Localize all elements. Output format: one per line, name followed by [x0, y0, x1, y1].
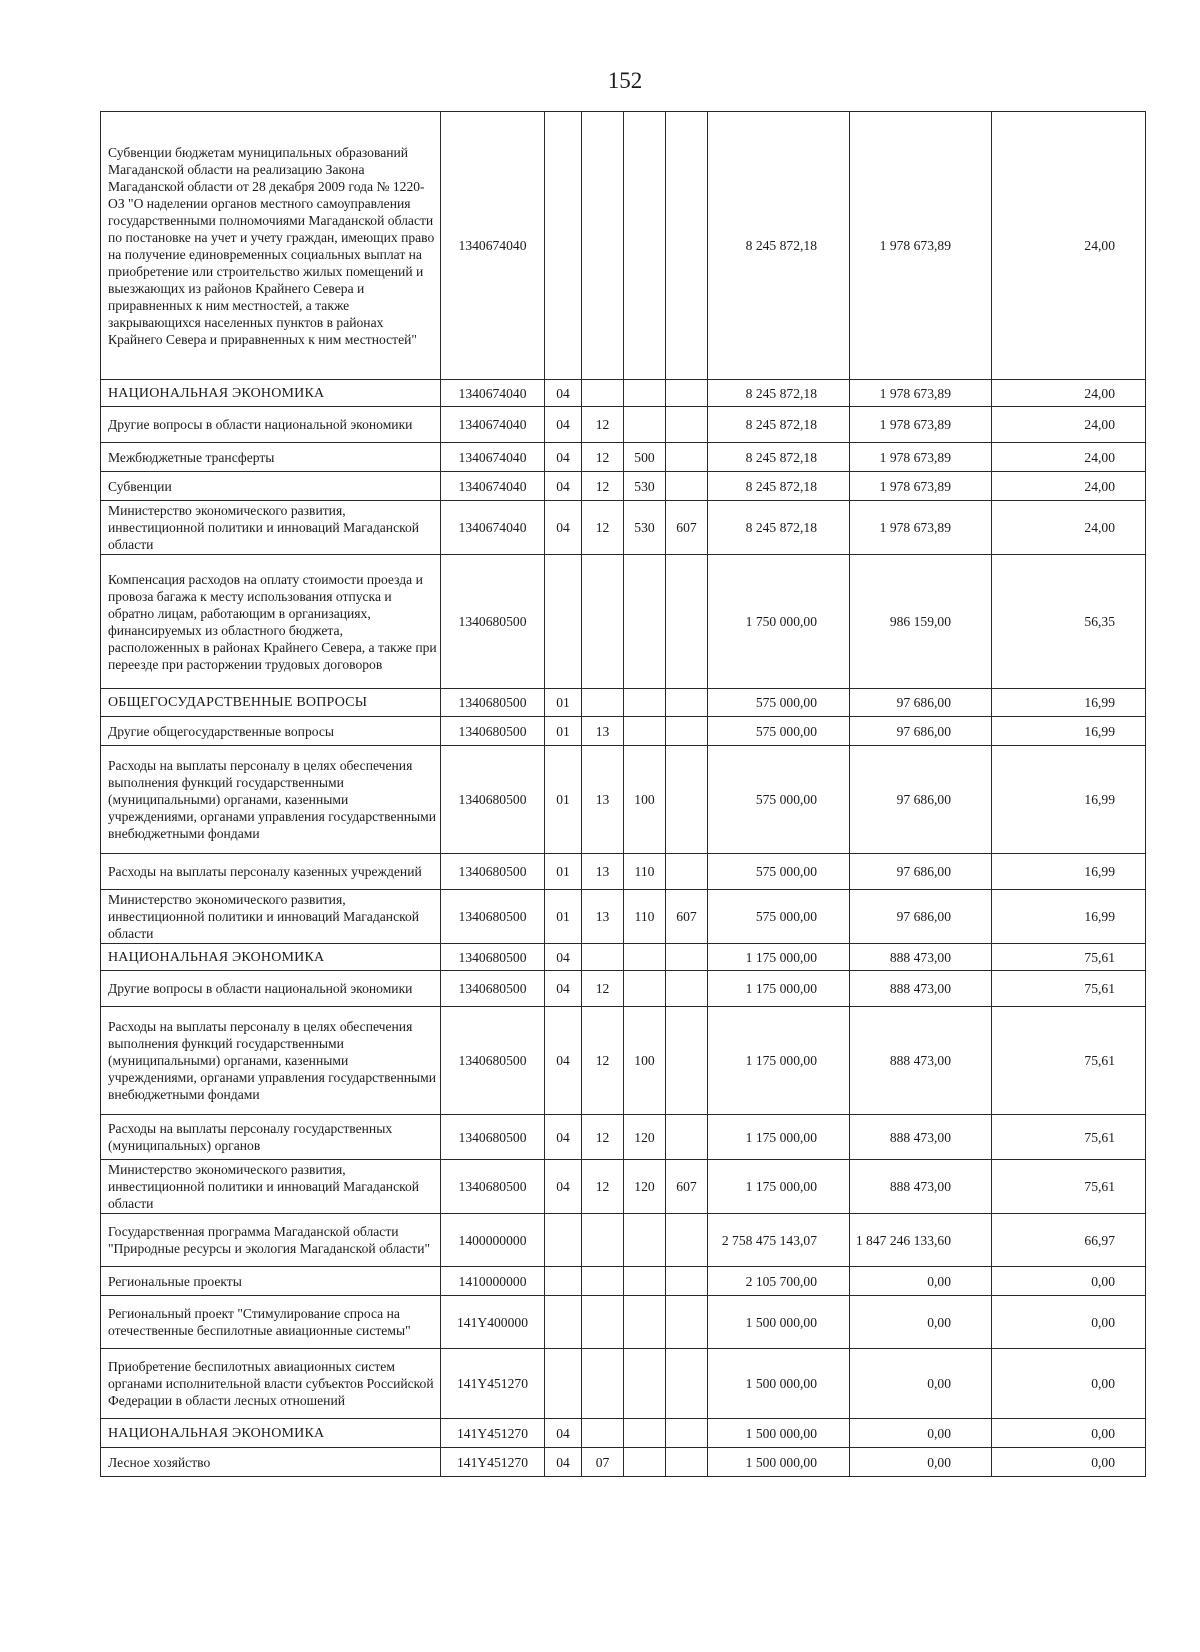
- row-expense-type: [624, 1419, 666, 1448]
- table-row: [101, 689, 1146, 717]
- row-percent: 24,00: [992, 407, 1146, 443]
- row-name: Региональные проекты: [101, 1267, 441, 1296]
- row-subsection: [582, 944, 624, 971]
- row-actual-amount: 1 978 673,89: [850, 407, 992, 443]
- row-subsection: 13: [582, 854, 624, 890]
- row-actual-amount: 888 473,00: [850, 971, 992, 1007]
- row-actual-amount: 0,00: [850, 1448, 992, 1477]
- row-plan-amount: 2 105 700,00: [708, 1267, 850, 1296]
- row-subsection: [582, 1267, 624, 1296]
- row-ministry: [666, 1267, 708, 1296]
- row-section: [545, 1214, 582, 1267]
- row-ministry: 607: [666, 890, 708, 944]
- row-expense-type: 110: [624, 854, 666, 890]
- row-name: НАЦИОНАЛЬНАЯ ЭКОНОМИКА: [101, 380, 441, 407]
- row-section: 04: [545, 1419, 582, 1448]
- row-section: 04: [545, 1160, 582, 1214]
- row-plan-amount: 1 500 000,00: [708, 1296, 850, 1349]
- row-expense-type: 100: [624, 1007, 666, 1115]
- table-row: [101, 971, 1146, 1007]
- row-expense-type: [624, 555, 666, 689]
- row-ministry: [666, 1448, 708, 1477]
- row-section: [545, 112, 582, 380]
- row-code: 1340680500: [441, 717, 545, 746]
- row-plan-amount: 575 000,00: [708, 746, 850, 854]
- row-plan-amount: 1 175 000,00: [708, 1115, 850, 1160]
- row-section: 04: [545, 407, 582, 443]
- row-code: 1340680500: [441, 555, 545, 689]
- row-percent: 24,00: [992, 472, 1146, 501]
- row-code: 1340680500: [441, 854, 545, 890]
- row-plan-amount: 1 750 000,00: [708, 555, 850, 689]
- row-actual-amount: 1 847 246 133,60: [850, 1214, 992, 1267]
- row-section: [545, 1296, 582, 1349]
- row-section: 01: [545, 854, 582, 890]
- row-name: Компенсация расходов на оплату стоимости проезда и провоза багажа к месту использования отпуска и обратно лицам, работающим в организациях, финансируемых из областного бюджета, расположенных в районах Крайнего Севера, а также при переезде при расторжении трудовых договоров: [101, 555, 441, 689]
- row-plan-amount: 8 245 872,18: [708, 380, 850, 407]
- row-expense-type: [624, 717, 666, 746]
- row-actual-amount: 97 686,00: [850, 717, 992, 746]
- row-subsection: [582, 1419, 624, 1448]
- row-percent: 16,99: [992, 689, 1146, 717]
- table-row: [101, 890, 1146, 944]
- row-expense-type: 110: [624, 890, 666, 944]
- row-code: 1340674040: [441, 380, 545, 407]
- row-ministry: [666, 1296, 708, 1349]
- row-name: Приобретение беспилотных авиационных систем органами исполнительной власти субъектов Российской Федерации в области лесных отношений: [101, 1349, 441, 1419]
- row-section: 04: [545, 971, 582, 1007]
- row-percent: 75,61: [992, 1115, 1146, 1160]
- row-name: Межбюджетные трансферты: [101, 443, 441, 472]
- row-subsection: [582, 1349, 624, 1419]
- row-code: 1410000000: [441, 1267, 545, 1296]
- table-row: [101, 1349, 1146, 1419]
- row-actual-amount: 888 473,00: [850, 1115, 992, 1160]
- row-section: [545, 555, 582, 689]
- table-row: [101, 1448, 1146, 1477]
- row-plan-amount: 8 245 872,18: [708, 501, 850, 555]
- row-section: 04: [545, 501, 582, 555]
- row-percent: 0,00: [992, 1349, 1146, 1419]
- row-code: 1340674040: [441, 501, 545, 555]
- table-row: [101, 1267, 1146, 1296]
- row-actual-amount: 97 686,00: [850, 689, 992, 717]
- row-name: Другие вопросы в области национальной экономики: [101, 407, 441, 443]
- row-plan-amount: 575 000,00: [708, 890, 850, 944]
- row-plan-amount: 1 500 000,00: [708, 1349, 850, 1419]
- table-row: [101, 472, 1146, 501]
- row-plan-amount: 575 000,00: [708, 689, 850, 717]
- row-ministry: [666, 717, 708, 746]
- row-subsection: [582, 1296, 624, 1349]
- row-code: 1340674040: [441, 472, 545, 501]
- row-percent: 16,99: [992, 854, 1146, 890]
- row-actual-amount: 888 473,00: [850, 1007, 992, 1115]
- row-ministry: [666, 380, 708, 407]
- row-plan-amount: 1 175 000,00: [708, 971, 850, 1007]
- row-code: 1340674040: [441, 112, 545, 380]
- row-percent: 24,00: [992, 443, 1146, 472]
- row-plan-amount: 8 245 872,18: [708, 443, 850, 472]
- row-actual-amount: 0,00: [850, 1267, 992, 1296]
- row-percent: 24,00: [992, 112, 1146, 380]
- table-row: [101, 380, 1146, 407]
- row-name: Субвенции: [101, 472, 441, 501]
- table-row: [101, 443, 1146, 472]
- row-percent: 0,00: [992, 1267, 1146, 1296]
- row-code: 1400000000: [441, 1214, 545, 1267]
- row-percent: 0,00: [992, 1419, 1146, 1448]
- row-subsection: 07: [582, 1448, 624, 1477]
- row-plan-amount: 1 175 000,00: [708, 944, 850, 971]
- table-row: [101, 112, 1146, 380]
- row-code: 1340680500: [441, 1115, 545, 1160]
- row-code: 1340680500: [441, 1160, 545, 1214]
- table-row: [101, 746, 1146, 854]
- row-expense-type: [624, 689, 666, 717]
- row-actual-amount: 97 686,00: [850, 854, 992, 890]
- row-subsection: 12: [582, 1115, 624, 1160]
- row-ministry: 607: [666, 501, 708, 555]
- row-subsection: 12: [582, 971, 624, 1007]
- row-actual-amount: 888 473,00: [850, 944, 992, 971]
- row-section: 04: [545, 380, 582, 407]
- row-code: 1340674040: [441, 407, 545, 443]
- row-subsection: [582, 112, 624, 380]
- row-subsection: 13: [582, 717, 624, 746]
- row-code: 1340680500: [441, 689, 545, 717]
- row-code: 1340680500: [441, 1007, 545, 1115]
- row-actual-amount: 1 978 673,89: [850, 112, 992, 380]
- row-name: Министерство экономического развития, инвестиционной политики и инноваций Магаданской области: [101, 1160, 441, 1214]
- row-actual-amount: 0,00: [850, 1349, 992, 1419]
- row-expense-type: [624, 944, 666, 971]
- row-ministry: [666, 407, 708, 443]
- row-subsection: [582, 1214, 624, 1267]
- table-row: [101, 407, 1146, 443]
- row-subsection: 12: [582, 443, 624, 472]
- row-section: 01: [545, 689, 582, 717]
- row-subsection: 12: [582, 407, 624, 443]
- row-section: 01: [545, 890, 582, 944]
- row-ministry: [666, 854, 708, 890]
- row-percent: 75,61: [992, 1160, 1146, 1214]
- row-percent: 16,99: [992, 890, 1146, 944]
- row-ministry: 607: [666, 1160, 708, 1214]
- row-code: 141Y451270: [441, 1419, 545, 1448]
- row-actual-amount: 0,00: [850, 1296, 992, 1349]
- row-section: 04: [545, 944, 582, 971]
- row-percent: 16,99: [992, 717, 1146, 746]
- row-expense-type: [624, 1349, 666, 1419]
- row-section: 04: [545, 472, 582, 501]
- row-name: Министерство экономического развития, инвестиционной политики и инноваций Магаданской области: [101, 890, 441, 944]
- row-ministry: [666, 971, 708, 1007]
- row-name: Государственная программа Магаданской области "Природные ресурсы и экология Магаданской области": [101, 1214, 441, 1267]
- row-name: Региональный проект "Стимулирование спроса на отечественные беспилотные авиационные системы": [101, 1296, 441, 1349]
- row-percent: 75,61: [992, 1007, 1146, 1115]
- row-name: Расходы на выплаты персоналу в целях обеспечения выполнения функций государственными (муниципальными) органами, казенными учреждениями, органами управления государственными внебюджетными фондами: [101, 1007, 441, 1115]
- row-actual-amount: 0,00: [850, 1419, 992, 1448]
- row-name: Лесное хозяйство: [101, 1448, 441, 1477]
- row-subsection: [582, 555, 624, 689]
- row-ministry: [666, 112, 708, 380]
- row-plan-amount: 8 245 872,18: [708, 472, 850, 501]
- table-row: [101, 854, 1146, 890]
- row-actual-amount: 1 978 673,89: [850, 472, 992, 501]
- row-section: 04: [545, 443, 582, 472]
- row-plan-amount: 8 245 872,18: [708, 407, 850, 443]
- row-plan-amount: 575 000,00: [708, 854, 850, 890]
- row-name: ОБЩЕГОСУДАРСТВЕННЫЕ ВОПРОСЫ: [101, 689, 441, 717]
- row-code: 141Y400000: [441, 1296, 545, 1349]
- row-name: Другие общегосударственные вопросы: [101, 717, 441, 746]
- table-row: [101, 555, 1146, 689]
- row-subsection: 12: [582, 1007, 624, 1115]
- row-ministry: [666, 443, 708, 472]
- table-row: [101, 1419, 1146, 1448]
- row-actual-amount: 1 978 673,89: [850, 380, 992, 407]
- row-subsection: [582, 689, 624, 717]
- row-code: 1340680500: [441, 944, 545, 971]
- row-code: 1340680500: [441, 746, 545, 854]
- row-name: Расходы на выплаты персоналу государственных (муниципальных) органов: [101, 1115, 441, 1160]
- row-expense-type: [624, 380, 666, 407]
- row-code: 141Y451270: [441, 1448, 545, 1477]
- row-ministry: [666, 1419, 708, 1448]
- row-plan-amount: 1 175 000,00: [708, 1160, 850, 1214]
- row-ministry: [666, 1007, 708, 1115]
- row-section: 04: [545, 1448, 582, 1477]
- row-section: 01: [545, 717, 582, 746]
- row-name: Другие вопросы в области национальной экономики: [101, 971, 441, 1007]
- page-number: 152: [607, 68, 643, 93]
- row-expense-type: 530: [624, 501, 666, 555]
- row-ministry: [666, 1349, 708, 1419]
- row-plan-amount: 2 758 475 143,07: [708, 1214, 850, 1267]
- table-row: [101, 1007, 1146, 1115]
- row-percent: 75,61: [992, 944, 1146, 971]
- row-expense-type: 120: [624, 1115, 666, 1160]
- row-ministry: [666, 555, 708, 689]
- row-percent: 24,00: [992, 380, 1146, 407]
- row-actual-amount: 97 686,00: [850, 890, 992, 944]
- table-body: [101, 112, 1146, 1477]
- row-ministry: [666, 1214, 708, 1267]
- row-expense-type: [624, 407, 666, 443]
- row-actual-amount: 1 978 673,89: [850, 443, 992, 472]
- table-row: [101, 1214, 1146, 1267]
- row-section: 01: [545, 746, 582, 854]
- row-ministry: [666, 1115, 708, 1160]
- row-name: Расходы на выплаты персоналу казенных учреждений: [101, 854, 441, 890]
- table-row: [101, 717, 1146, 746]
- row-name: НАЦИОНАЛЬНАЯ ЭКОНОМИКА: [101, 1419, 441, 1448]
- row-percent: 0,00: [992, 1296, 1146, 1349]
- row-expense-type: [624, 1214, 666, 1267]
- row-percent: 0,00: [992, 1448, 1146, 1477]
- table-row: [101, 1296, 1146, 1349]
- row-expense-type: [624, 112, 666, 380]
- row-percent: 66,97: [992, 1214, 1146, 1267]
- row-section: 04: [545, 1115, 582, 1160]
- row-actual-amount: 888 473,00: [850, 1160, 992, 1214]
- row-code: 141Y451270: [441, 1349, 545, 1419]
- row-actual-amount: 97 686,00: [850, 746, 992, 854]
- row-section: 04: [545, 1007, 582, 1115]
- row-code: 1340680500: [441, 971, 545, 1007]
- row-plan-amount: 1 500 000,00: [708, 1448, 850, 1477]
- row-subsection: 13: [582, 890, 624, 944]
- row-ministry: [666, 472, 708, 501]
- row-ministry: [666, 746, 708, 854]
- table-row: [101, 501, 1146, 555]
- row-name: Расходы на выплаты персоналу в целях обеспечения выполнения функций государственными (муниципальными) органами, казенными учреждениями, органами управления государственными внебюджетными фондами: [101, 746, 441, 854]
- row-name: Министерство экономического развития, инвестиционной политики и инноваций Магаданской области: [101, 501, 441, 555]
- row-actual-amount: 1 978 673,89: [850, 501, 992, 555]
- row-percent: 16,99: [992, 746, 1146, 854]
- row-expense-type: 530: [624, 472, 666, 501]
- row-section: [545, 1349, 582, 1419]
- row-plan-amount: 1 175 000,00: [708, 1007, 850, 1115]
- row-plan-amount: 1 500 000,00: [708, 1419, 850, 1448]
- row-expense-type: [624, 971, 666, 1007]
- row-expense-type: 500: [624, 443, 666, 472]
- table-row: [101, 944, 1146, 971]
- row-section: [545, 1267, 582, 1296]
- row-expense-type: 100: [624, 746, 666, 854]
- row-code: 1340680500: [441, 890, 545, 944]
- row-subsection: 12: [582, 1160, 624, 1214]
- row-expense-type: [624, 1448, 666, 1477]
- row-plan-amount: 575 000,00: [708, 717, 850, 746]
- row-subsection: 12: [582, 501, 624, 555]
- row-name: Субвенции бюджетам муниципальных образований Магаданской области на реализацию Закона Магаданской области от 28 декабря 2009 года № 1220-ОЗ "О наделении органов местного самоуправления государственными полномочиями Магаданской области по постановке на учет и учету граждан, имеющих право на получение единовременных социальных выплат на приобретение или строительство жилых помещений и выезжающих из районов Крайнего Севера и приравненных к ним местностей, а также закрывающихся населенных пунктов в районах Крайнего Севера и приравненных к ним местностей": [101, 112, 441, 380]
- table-row: [101, 1160, 1146, 1214]
- row-subsection: [582, 380, 624, 407]
- row-percent: 75,61: [992, 971, 1146, 1007]
- row-expense-type: [624, 1267, 666, 1296]
- row-plan-amount: 8 245 872,18: [708, 112, 850, 380]
- row-code: 1340674040: [441, 443, 545, 472]
- row-subsection: 13: [582, 746, 624, 854]
- row-expense-type: 120: [624, 1160, 666, 1214]
- row-actual-amount: 986 159,00: [850, 555, 992, 689]
- row-percent: 24,00: [992, 501, 1146, 555]
- row-ministry: [666, 689, 708, 717]
- row-ministry: [666, 944, 708, 971]
- budget-table: [100, 111, 1146, 1477]
- table-row: [101, 1115, 1146, 1160]
- row-percent: 56,35: [992, 555, 1146, 689]
- row-name: НАЦИОНАЛЬНАЯ ЭКОНОМИКА: [101, 944, 441, 971]
- row-expense-type: [624, 1296, 666, 1349]
- row-subsection: 12: [582, 472, 624, 501]
